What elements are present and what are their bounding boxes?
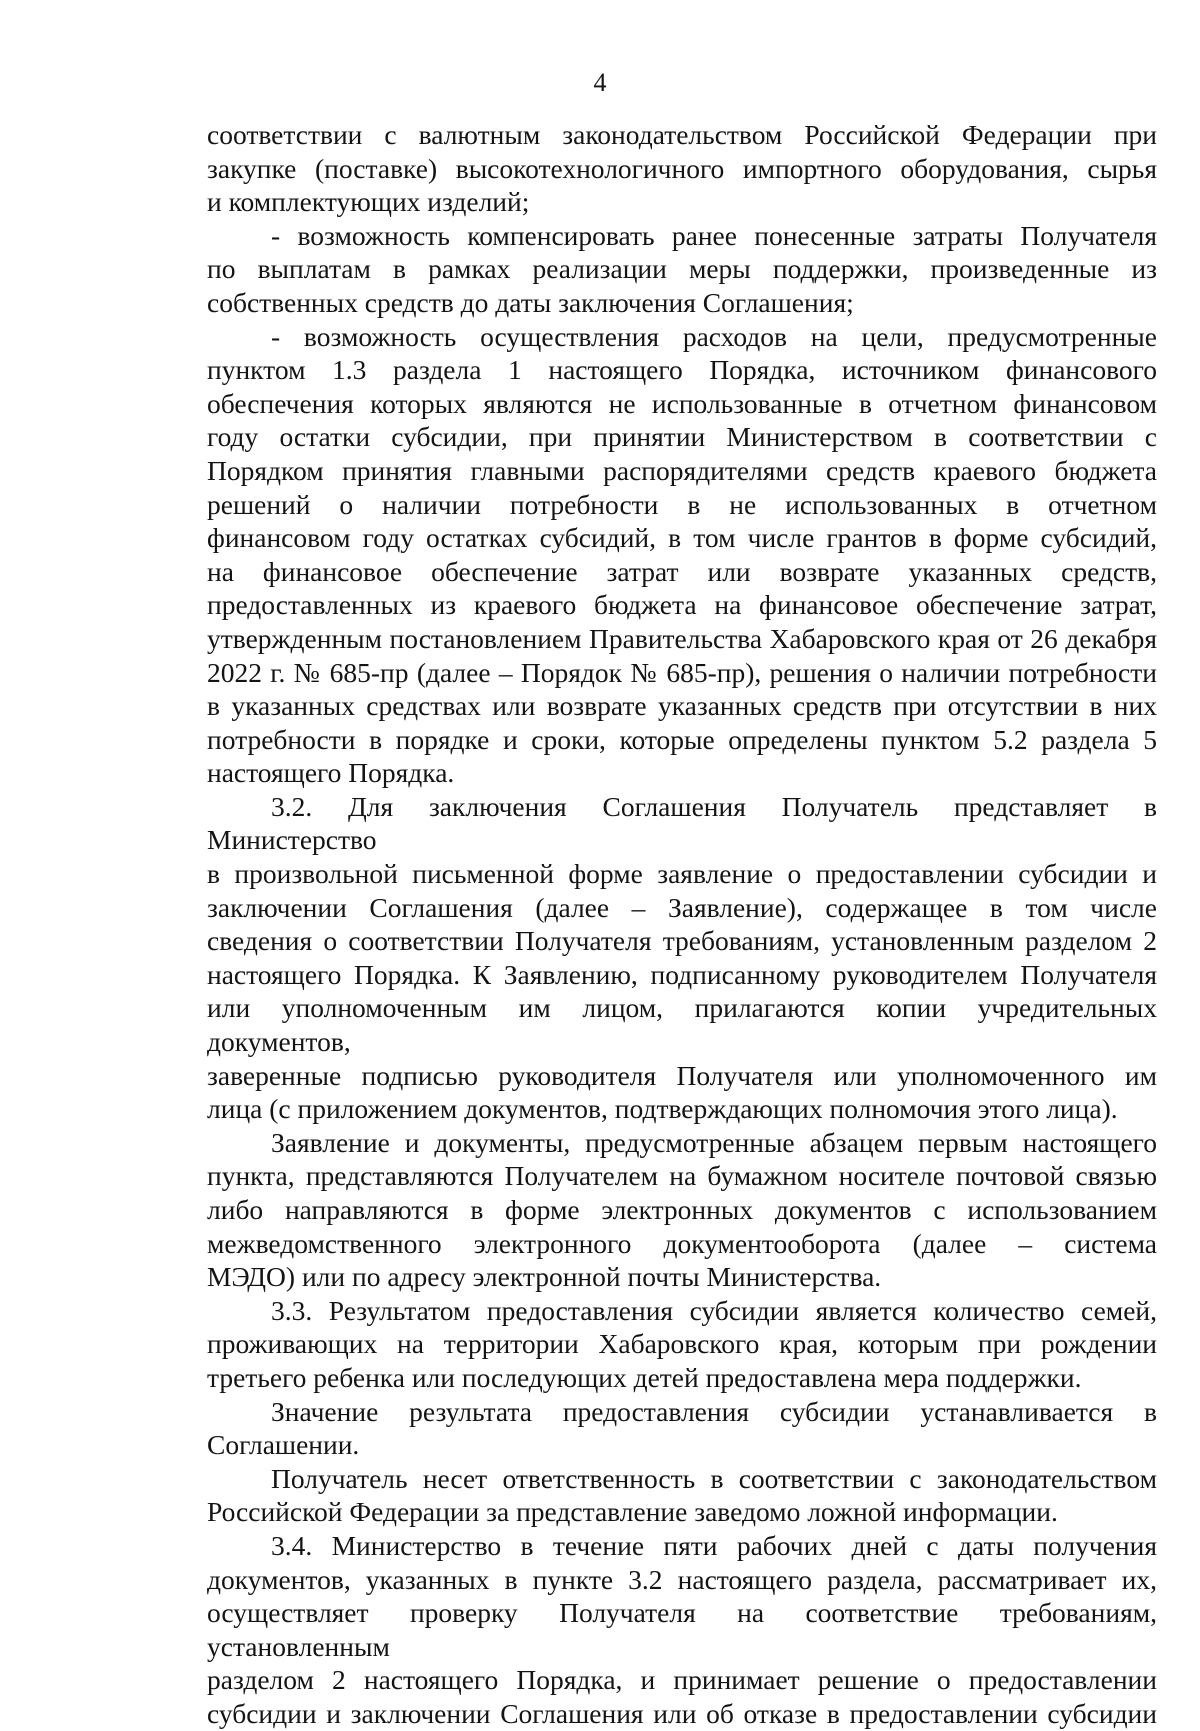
text-line: собственных средств до даты заключения Соглашения;	[207, 286, 854, 318]
text-line: межведомственного электронного документооборота (далее – система	[207, 1227, 1157, 1259]
text-line: на финансовое обеспечение затрат или возврате указанных средств,	[207, 555, 1157, 587]
text-line: Получатель несет ответственность в соответствии с законодательством	[271, 1462, 1157, 1494]
text-line: заверенные подписью руководителя Получателя или уполномоченного им	[207, 1059, 1157, 1091]
text-line: 3.3. Результатом предоставления субсидии является количество семей,	[271, 1294, 1157, 1326]
text-line: решений о наличии потребности в не использованных в отчетном	[207, 488, 1157, 520]
text-line: 2022 г. № 685-пр (далее – Порядок № 685-пр), решения о наличии потребности	[207, 656, 1157, 688]
text-line: в указанных средствах или возврате указанных средств при отсутствии в них	[207, 690, 1157, 722]
text-line: и комплектующих изделий;	[207, 186, 530, 218]
text-line: лица (с приложением документов, подтверждающих полномочия этого лица).	[207, 1093, 1118, 1125]
text-line: году остатки субсидии, при принятии Министерством в соответствии с	[207, 421, 1157, 453]
document-body	[207, 118, 1157, 1731]
text-line: документов, указанных в пункте 3.2 настоящего раздела, рассматривает их,	[207, 1563, 1157, 1595]
text-line: пункта, представляются Получателем на бумажном носителе почтовой связью	[207, 1160, 1157, 1192]
text-line: обеспечения которых являются не использованные в отчетном финансовом	[207, 387, 1157, 419]
text-line: Российской Федерации за представление заведомо ложной информации.	[207, 1496, 1058, 1528]
text-line: Порядком принятия главными распорядителями средств краевого бюджета	[207, 454, 1157, 486]
text-line: потребности в порядке и сроки, которые определены пунктом 5.2 раздела 5	[207, 723, 1157, 755]
text-line: предоставленных из краевого бюджета на финансовое обеспечение затрат,	[207, 589, 1157, 621]
text-line: проживающих на территории Хабаровского края, которым при рождении	[207, 1328, 1157, 1360]
text-line: закупке (поставке) высокотехнологичного импортного оборудования, сырья	[207, 152, 1157, 184]
text-line: МЭДО) или по адресу электронной почты Министерства.	[207, 1261, 882, 1293]
text-line: либо направляются в форме электронных документов с использованием	[207, 1194, 1157, 1225]
text-line: утвержденным постановлением Правительства Хабаровского края от 26 декабря	[207, 622, 1157, 654]
text-line: в произвольной письменной форме заявление о предоставлении субсидии и	[207, 858, 1157, 890]
text-line: Соглашении.	[207, 1429, 360, 1461]
text-line: по выплатам в рамках реализации меры поддержки, произведенные из	[207, 253, 1157, 285]
text-line: - возможность осуществления расходов на цели, предусмотренные	[271, 320, 1157, 352]
text-line: настоящего Порядка.	[207, 757, 455, 789]
text-line: Заявление и документы, предусмотренные абзацем первым настоящего	[271, 1126, 1157, 1158]
text-line: заключении Соглашения (далее – Заявление), содержащее в том числе	[207, 891, 1157, 923]
text-line: соответствии с валютным законодательством Российской Федерации при	[207, 119, 1157, 150]
text-line: финансовом году остатках субсидий, в том числе грантов в форме субсидий,	[207, 522, 1157, 554]
text-line: или уполномоченным им лицом, прилагаются копии учредительных документов,	[207, 992, 1157, 1058]
text-line: разделом 2 настоящего Порядка, и принимает решение о предоставлении	[207, 1664, 1157, 1696]
page-number: 4	[593, 68, 607, 97]
text-line: 3.4. Министерство в течение пяти рабочих дней с даты получения	[271, 1529, 1157, 1561]
text-line: субсидии и заключении Соглашения или об отказе в предоставлении субсидии	[207, 1697, 1157, 1729]
text-line: пунктом 1.3 раздела 1 настоящего Порядка, источником финансового	[207, 354, 1157, 386]
text-line: осуществляет проверку Получателя на соответствие требованиям, установленным	[207, 1597, 1157, 1662]
text-line: Значение результата предоставления субсидии устанавливается в	[271, 1395, 1157, 1427]
text-line: - возможность компенсировать ранее понесенные затраты Получателя	[271, 219, 1157, 251]
text-line: настоящего Порядка. К Заявлению, подписанному руководителем Получателя	[207, 958, 1157, 990]
text-line: 3.2. Для заключения Соглашения Получатель представляет в Министерство	[207, 790, 1157, 856]
text-line: третьего ребенка или последующих детей предоставлена мера поддержки.	[207, 1361, 1082, 1393]
text-line: сведения о соответствии Получателя требованиям, установленным разделом 2	[207, 925, 1157, 957]
